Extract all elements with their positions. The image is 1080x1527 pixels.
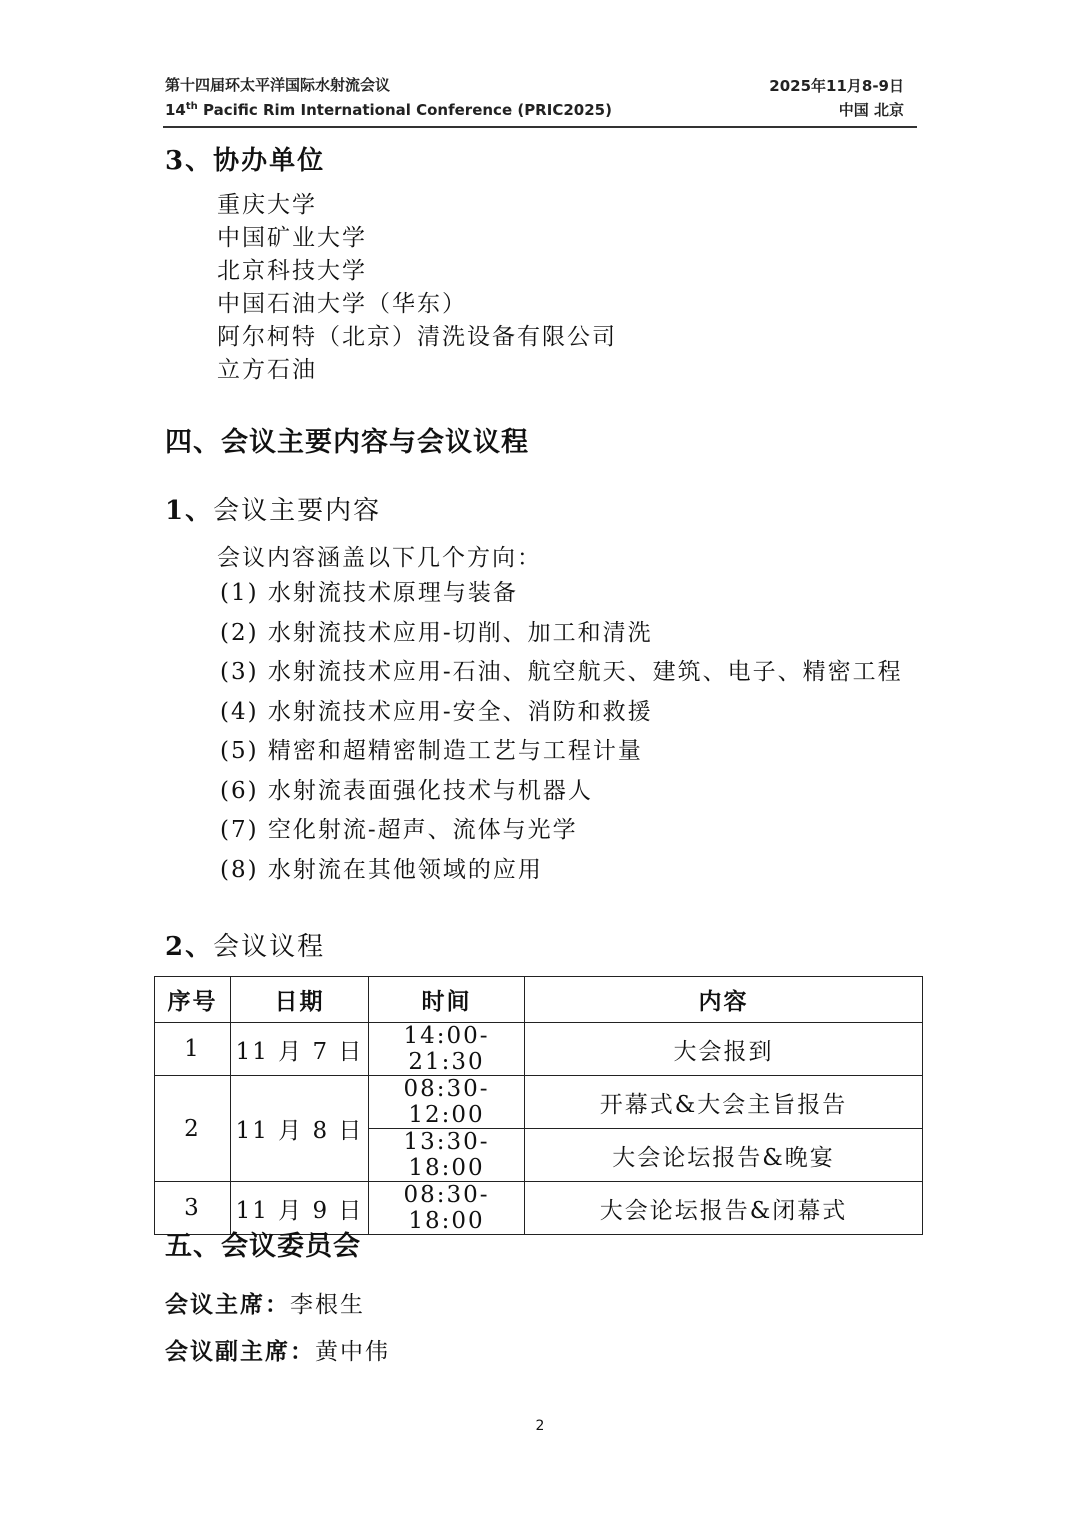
list-item: 立方石油 — [217, 357, 317, 383]
cell-time: 13:30-18:00 — [369, 1129, 525, 1182]
co-organizers-list — [217, 189, 617, 387]
header-date: 2025年11月8-9日 — [769, 77, 904, 95]
header-location: 中国 北京 — [838, 101, 904, 119]
table-row — [155, 1076, 923, 1129]
chair-name: 李根生 — [290, 1292, 365, 1318]
cell-time: 14:00-21:30 — [369, 1023, 525, 1076]
cell-time: 08:30-12:00 — [369, 1076, 525, 1129]
cell-time: 08:30-18:00 — [369, 1182, 525, 1235]
vice-chair-name: 黄中伟 — [315, 1339, 390, 1365]
table-header-row — [155, 977, 923, 1023]
section-4-heading: 四、会议主要内容与会议议程 — [165, 427, 529, 458]
chair-line — [165, 1286, 365, 1319]
topics-list — [220, 574, 903, 890]
main-content-intro: 会议内容涵盖以下几个方向： — [217, 545, 542, 571]
list-item: 阿尔柯特（北京）清洗设备有限公司 — [217, 324, 617, 350]
cell-date: 11 月 8 日 — [231, 1076, 369, 1182]
agenda-table — [154, 976, 923, 1235]
chair-label: 会议主席： — [165, 1291, 290, 1318]
table-row — [155, 1023, 923, 1076]
cell-content: 大会论坛报告&闭幕式 — [525, 1182, 923, 1235]
cell-no: 1 — [155, 1023, 231, 1076]
section-5-heading: 五、会议委员会 — [165, 1231, 361, 1262]
topic-item: (8) 水射流在其他领域的应用 — [220, 856, 543, 883]
topic-item: (7) 空化射流-超声、流体与光学 — [220, 817, 578, 843]
list-item: 北京科技大学 — [217, 258, 367, 284]
topic-item: (2) 水射流技术应用-切削、加工和清洗 — [220, 619, 653, 646]
topic-item: (1) 水射流技术原理与装备 — [220, 580, 518, 606]
topic-item: (3) 水射流技术应用-石油、航空航天、建筑、电子、精密工程 — [220, 659, 903, 685]
agenda-heading: 2、会议议程 — [165, 932, 326, 962]
running-header-right — [769, 74, 904, 122]
topic-item: (5) 精密和超精密制造工艺与工程计量 — [220, 738, 643, 764]
column-header-content: 内容 — [525, 977, 923, 1023]
column-header-time: 时间 — [369, 977, 525, 1023]
cell-date: 11 月 7 日 — [231, 1023, 369, 1076]
cell-no: 2 — [155, 1076, 231, 1182]
running-header-left — [165, 74, 612, 121]
list-item: 中国石油大学（华东） — [217, 291, 467, 317]
co-organizers-heading: 3、协办单位 — [165, 146, 326, 176]
column-header-date: 日期 — [231, 977, 369, 1023]
topic-item: (4) 水射流技术应用-安全、消防和救援 — [220, 698, 653, 725]
header-divider — [163, 126, 917, 128]
topic-item: (6) 水射流表面强化技术与机器人 — [220, 777, 593, 804]
vice-chair-label: 会议副主席： — [165, 1338, 315, 1365]
cell-content: 大会报到 — [525, 1023, 923, 1076]
cell-date: 11 月 9 日 — [231, 1182, 369, 1235]
header-title-en: 14th Pacific Rim International Conference (PRIC2025) — [165, 101, 612, 119]
vice-chair-line — [165, 1333, 390, 1366]
header-title-cn: 第十四届环太平洋国际水射流会议 — [165, 76, 391, 94]
page-number: 2 — [535, 1418, 545, 1434]
list-item: 重庆大学 — [217, 192, 317, 218]
column-header-no: 序号 — [155, 977, 231, 1023]
cell-no: 3 — [155, 1182, 231, 1235]
list-item: 中国矿业大学 — [217, 225, 367, 251]
main-content-heading: 1、会议主要内容 — [165, 496, 382, 526]
cell-content: 开幕式&大会主旨报告 — [525, 1076, 923, 1129]
cell-content: 大会论坛报告&晚宴 — [525, 1129, 923, 1182]
